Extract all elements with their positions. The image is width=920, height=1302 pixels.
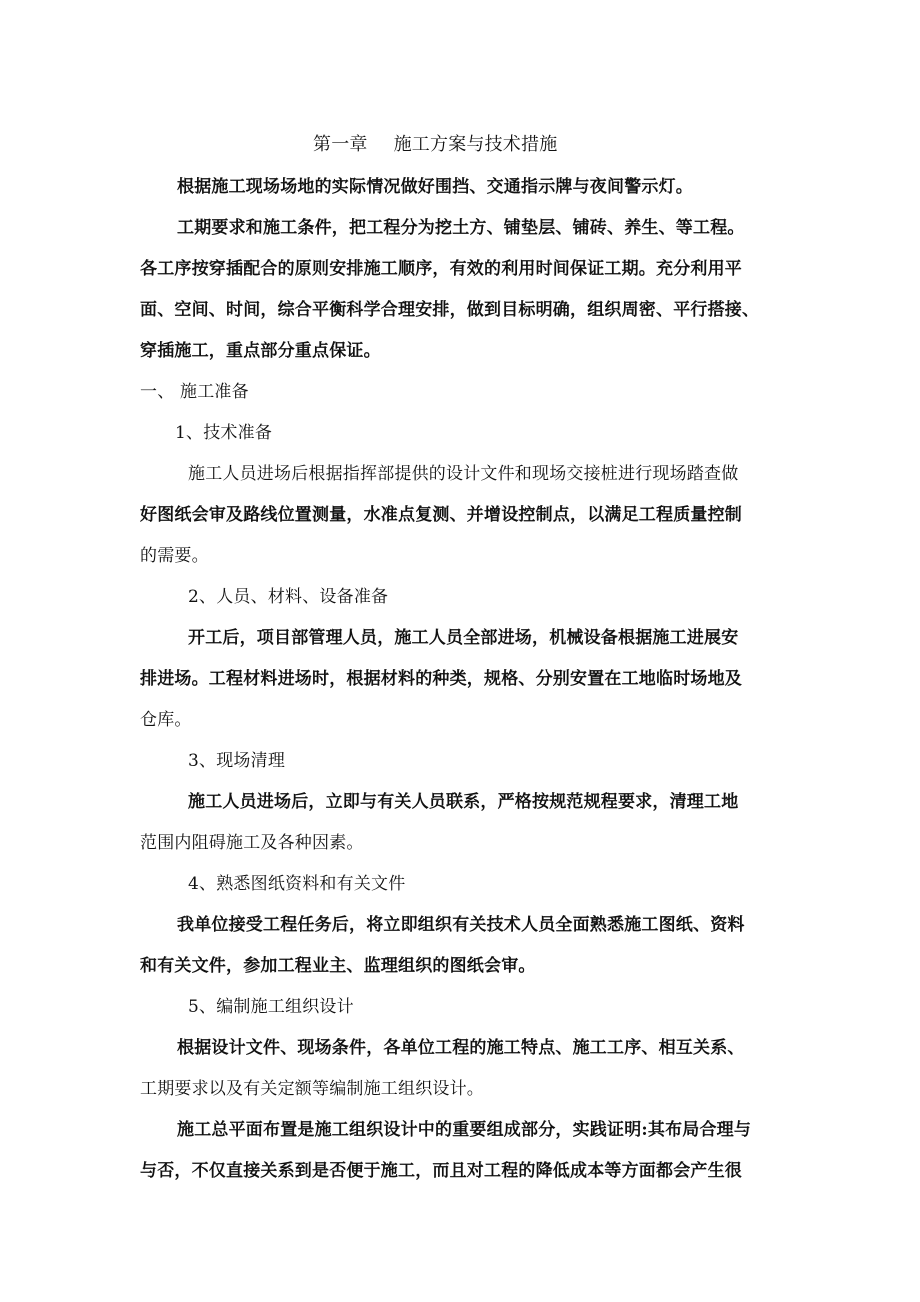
paragraph-line: 我单位接受工程任务后，将立即组织有关技术人员全面熟悉施工图纸、资料	[177, 915, 745, 935]
paragraph-line: 施工人员进场后根据指挥部提供的设计文件和现场交接桩进行现场踏查做	[188, 464, 739, 484]
chapter-label: 第一章	[313, 134, 368, 155]
paragraph-line: 根据设计文件、现场条件，各单位工程的施工特点、施工工序、相互关系、	[177, 1038, 745, 1058]
paragraph-line: 开工后，项目部管理人员，施工人员全部进场，机械设备根据施工进展安	[188, 628, 739, 648]
paragraph-line: 面、空间、时间，综合平衡科学合理安排，做到目标明确，组织周密、平行搭接、	[140, 300, 760, 320]
paragraph-line: 施工人员进场后，立即与有关人员联系，严格按规范规程要求，清理工地	[188, 792, 739, 812]
subsection-heading: 4、熟悉图纸资料和有关文件	[188, 874, 406, 894]
paragraph-line: 根据施工现场场地的实际情况做好围挡、交通指示牌与夜间警示灯。	[177, 177, 693, 197]
subsection-heading: 5、编制施工组织设计	[188, 997, 354, 1017]
paragraph-line: 排进场。工程材料进场时，根据材料的种类，规格、分别安置在工地临时场地及	[140, 669, 742, 689]
paragraph-line: 工期要求和施工条件，把工程分为挖土方、铺垫层、铺砖、养生、等工程。	[177, 218, 745, 238]
subsection-heading: 3、现场清理	[188, 751, 286, 771]
subsection-heading: 2、人员、材料、设备准备	[188, 587, 389, 607]
paragraph-line: 好图纸会审及路线位置测量，水准点复测、并增设控制点，以满足工程质量控制	[140, 505, 742, 525]
chapter-title: 施工方案与技术措施	[393, 134, 558, 155]
section-heading: 一、 施工准备	[140, 382, 249, 402]
paragraph-line: 和有关文件，参加工程业主、监理组织的图纸会审。	[140, 956, 536, 976]
paragraph-line: 的需要。	[140, 546, 209, 566]
paragraph-line: 穿插施工，重点部分重点保证。	[140, 341, 381, 361]
paragraph-line: 施工总平面布置是施工组织设计中的重要组成部分，实践证明:其布局合理与	[177, 1120, 752, 1140]
subsection-heading: 1、技术准备	[175, 423, 273, 443]
paragraph-line: 各工序按穿插配合的原则安排施工顺序，有效的利用时间保证工期。充分利用平	[140, 259, 742, 279]
paragraph-line: 范围内阻碍施工及各种因素。	[140, 833, 364, 853]
paragraph-line: 工期要求以及有关定额等编制施工组织设计。	[140, 1079, 484, 1099]
paragraph-line: 与否，不仅直接关系到是否便于施工，而且对工程的降低成本等方面都会产生很	[140, 1161, 742, 1181]
chapter-heading	[313, 135, 557, 155]
paragraph-line: 仓库。	[140, 710, 192, 730]
